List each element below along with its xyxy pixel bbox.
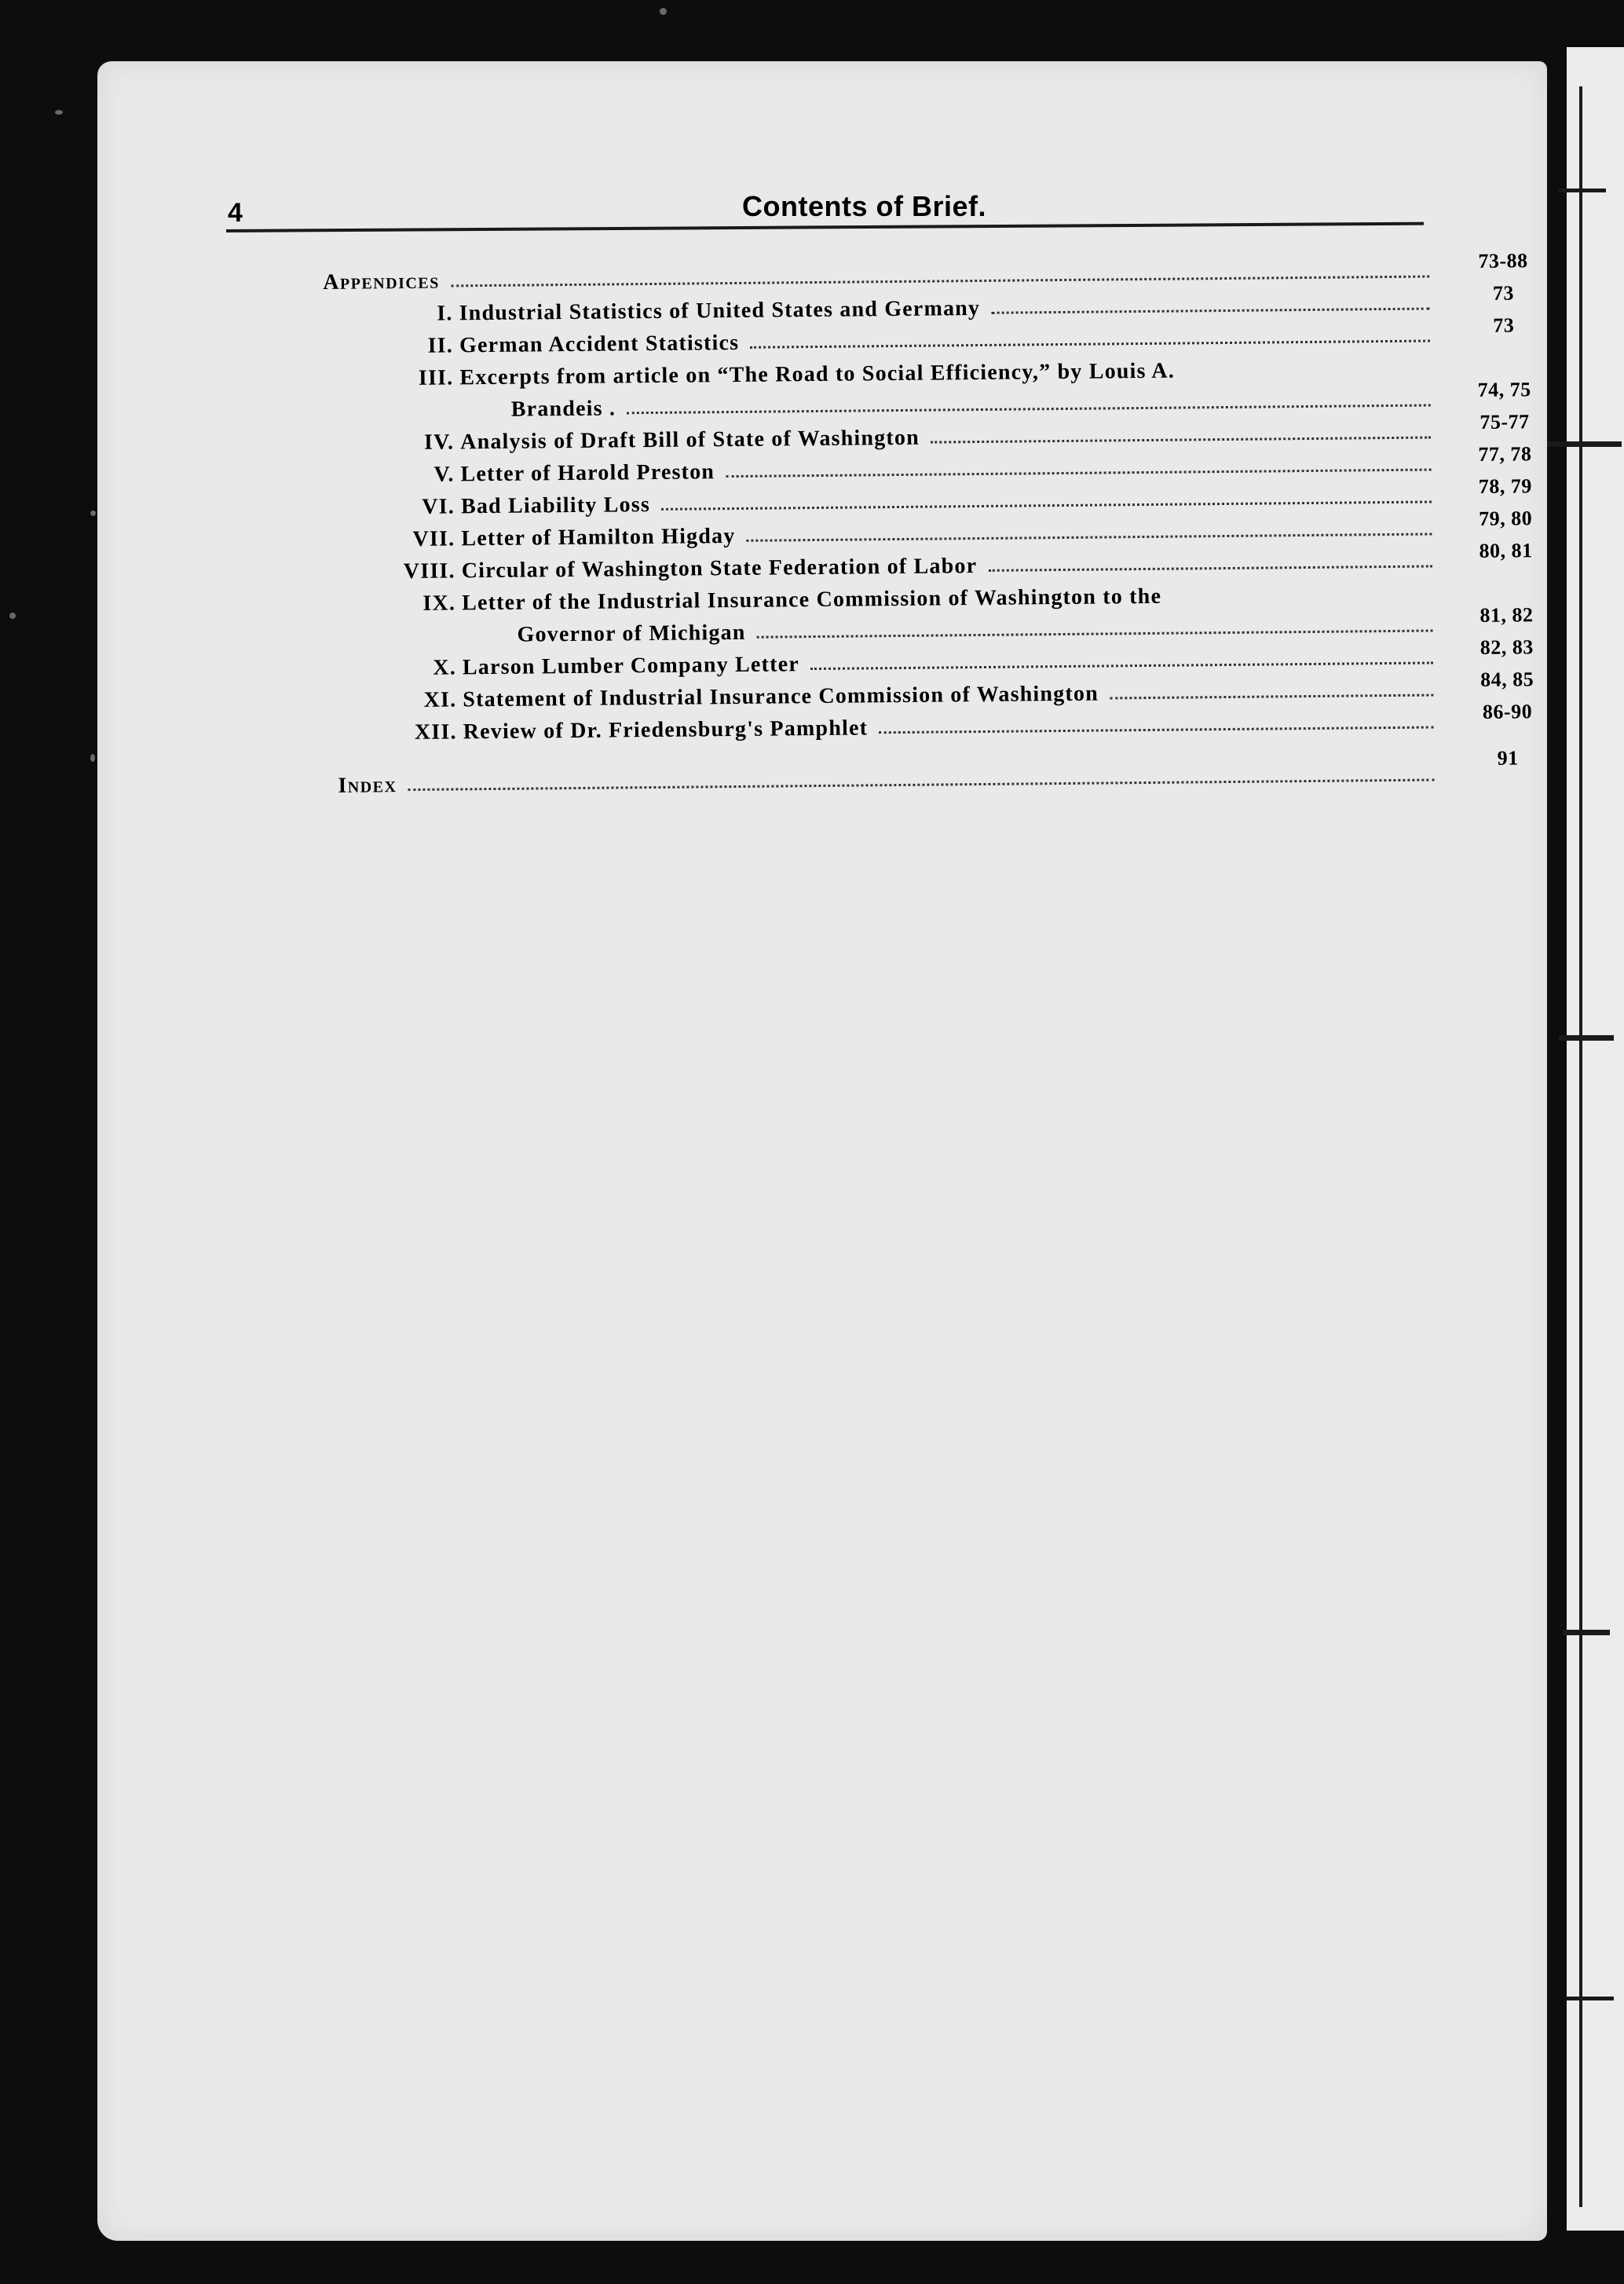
scan-speck [55,110,63,115]
toc-title: Review of Dr. Friedensburg's Pamphlet [463,716,869,745]
toc-label: Appendices [323,269,440,295]
page-binding [1567,47,1624,2231]
toc-entry: VII. Letter of Hamilton Higday 79, 80 [327,510,1443,553]
toc-page-ref: 75-77 [1480,410,1530,434]
toc-title-continuation: Governor of Michigan [517,620,746,647]
toc-title: Letter of Hamilton Higday [461,524,736,551]
toc-title: Analysis of Draft Bill of State of Washington [460,425,920,455]
dot-leader [726,468,1431,478]
dot-leader [879,726,1434,734]
dot-leader [988,565,1432,571]
toc-title-continuation: Brandeis . [510,396,616,422]
toc-entry: IX. Letter of the Industrial Insurance Commission of Washington to the [328,574,1443,617]
binding-mark [1563,1630,1610,1635]
toc-page-ref: 73 [1492,281,1515,305]
toc-page-ref: 79, 80 [1479,507,1533,530]
page-title: Contents of Brief. [742,190,986,222]
toc-entry: V. Letter of Harold Preston 77, 78 [327,445,1442,489]
toc-page-ref: 81, 82 [1480,603,1534,627]
toc-page-ref: 73-88 [1478,249,1528,273]
dot-leader [747,533,1432,541]
dot-leader [451,276,1429,287]
dot-leader [661,500,1432,510]
toc-entry: I. Industrial Statistics of United States and Germany 73 [325,284,1440,328]
binding-line [1579,86,1582,2207]
toc-page-ref: 78, 79 [1478,474,1532,498]
toc-entry: XI. Statement of Industrial Insurance Commission of Washington 84, 85 [329,671,1444,714]
dot-leader [1110,694,1433,699]
dot-leader [991,308,1429,314]
toc-title: Circular of Washington State Federation of Labor [461,554,978,584]
toc-entry: VI. Bad Liability Loss 78, 79 [327,478,1443,521]
toc-title: Larson Lumber Company Letter [462,652,800,680]
scan-speck [9,613,16,619]
toc-entry: VIII. Circular of Washington State Federation of Labor 80, 81 [328,542,1443,585]
toc-page-ref: 84, 85 [1480,668,1534,691]
table-of-contents [323,249,1534,799]
toc-page-ref: 82, 83 [1480,635,1534,659]
toc-entry: IV. Analysis of Draft Bill of State of Washington 75-77 [327,413,1442,456]
toc-page-ref: 86-90 [1482,700,1533,723]
toc-page-ref: 74, 75 [1477,378,1531,401]
dot-leader [408,778,1435,791]
dot-leader [627,404,1431,414]
scan-speck [90,754,95,762]
binding-mark [1547,441,1622,447]
toc-title: Letter of Harold Preston [460,459,715,487]
scan-speck [90,511,96,516]
page-number: 4 [228,198,243,228]
dot-leader [931,436,1431,443]
dot-leader [757,629,1433,638]
dot-leader [810,661,1433,670]
toc-title: Excerpts from article on “The Road to Social Efficiency,” by Louis A. [459,358,1176,390]
toc-page-ref: 73 [1493,313,1515,337]
binding-mark [1567,1997,1614,2000]
toc-entry: II. German Accident Statistics 73 [326,317,1441,360]
binding-mark [1559,189,1606,192]
toc-title: German Accident Statistics [459,330,740,358]
toc-page-ref: 91 [1497,746,1519,770]
scan-speck [660,8,667,15]
binding-mark [1559,1035,1614,1041]
toc-page-ref: 80, 81 [1479,539,1533,562]
toc-title: Industrial Statistics of United States and Germany [459,295,981,326]
toc-title: Bad Liability Loss [460,492,651,519]
toc-title: Letter of the Industrial Insurance Commission of Washington to the [462,584,1162,616]
dot-leader [750,339,1430,348]
toc-title: Statement of Industrial Insurance Commission of Washington [463,681,1099,712]
toc-entry: III. Excerpts from article on “The Road to Social Efficiency,” by Louis A. [326,349,1441,392]
toc-page-ref: 77, 78 [1478,442,1532,466]
toc-label: Index [338,773,397,798]
toc-entry: X. Larson Lumber Company Letter 82, 83 [329,639,1444,682]
toc-entry: XII. Review of Dr. Friedensburg's Pamphlet 86-90 [330,703,1445,746]
